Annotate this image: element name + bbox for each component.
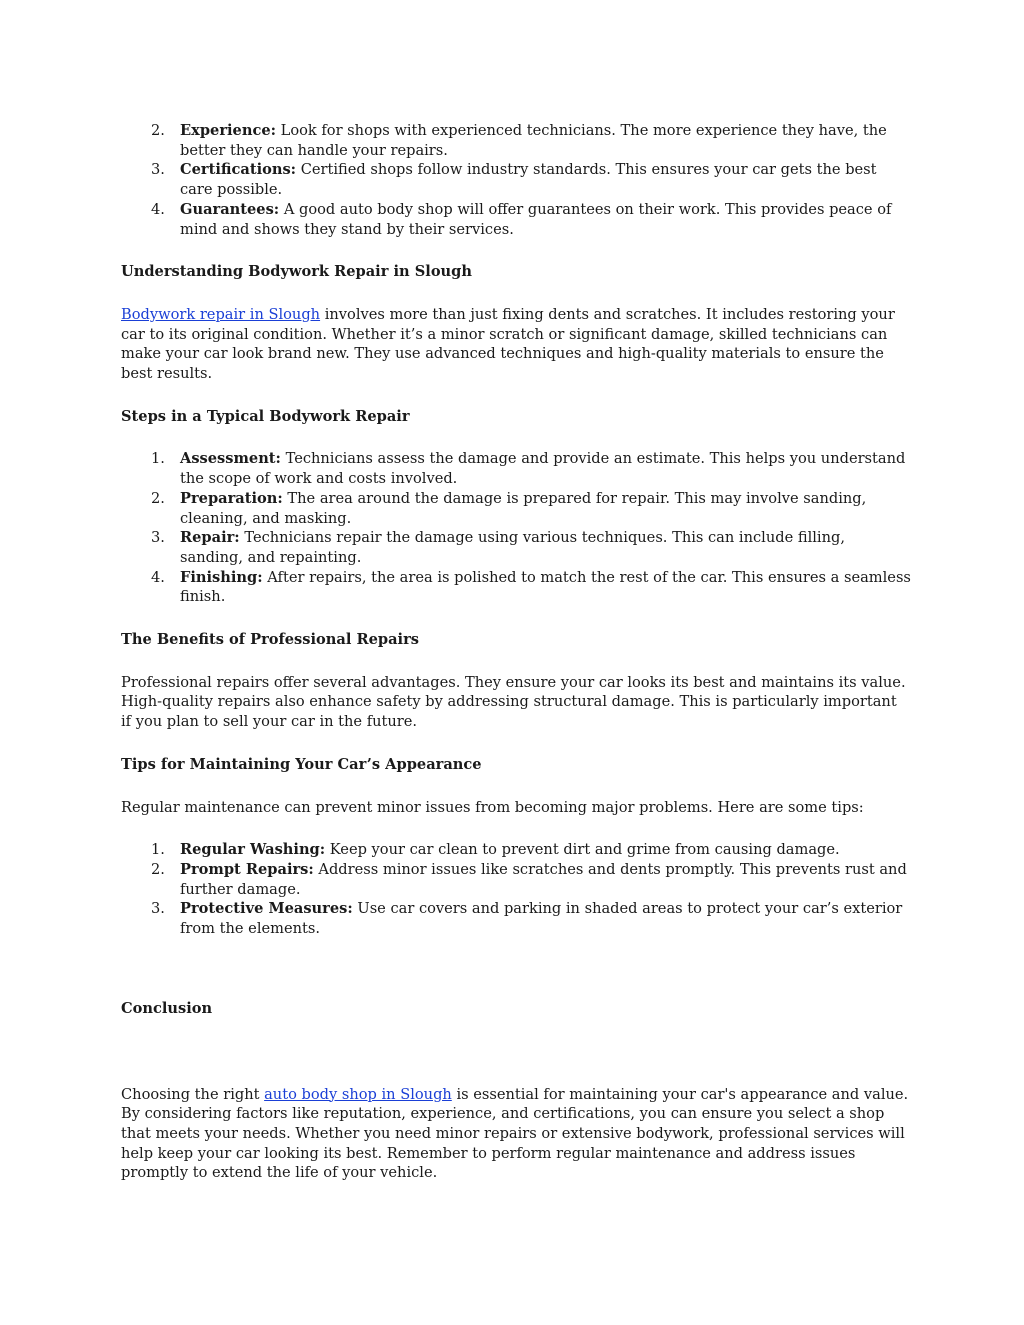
list-item (121, 489, 911, 528)
list-text: Technicians assess the damage and provide an estimate. This helps you understand the scope of work and costs involved. (180, 450, 906, 488)
list-term: Experience: (180, 122, 276, 139)
list-number: 4. (151, 200, 165, 218)
list-item (121, 160, 911, 199)
list-number: 3. (151, 161, 165, 179)
conclusion-paragraph (121, 1085, 911, 1184)
list-number: 3. (151, 900, 165, 918)
list-term: Regular Washing: (180, 841, 326, 859)
list-text: A good auto body shop will offer guarantees on their work. This provides peace of mind and shows they stand by their services. (180, 200, 892, 238)
list-item (121, 528, 911, 567)
list-text: Technicians repair the damage using various techniques. This can include filling, sanding, and repainting. (180, 529, 845, 566)
list-number: 4. (151, 568, 165, 586)
conclusion-heading: Conclusion (121, 999, 213, 1017)
benefits-heading: The Benefits of Professional Repairs (121, 631, 419, 649)
bodywork-text: involves more than just fixing dents and scratches. It includes restoring your car to its original condition. Whether it’s a minor scratch or significant damage, skilled technicians can make your car look brand new. They use advanced techniques and high-quality materials to ensure the best results. (121, 305, 895, 383)
factors-list (121, 121, 911, 239)
list-term: Guarantees: (180, 200, 280, 218)
list-item (121, 860, 911, 899)
list-term: Assessment: (180, 450, 281, 468)
list-number: 2. (151, 489, 165, 507)
list-item (121, 899, 911, 938)
list-term: Preparation: (180, 489, 283, 507)
tips-intro: Regular maintenance can prevent minor issues from becoming major problems. Here are some tips: (121, 798, 864, 816)
list-number: 2. (151, 122, 165, 139)
list-term: Protective Measures: (180, 900, 353, 918)
conclusion-text-before: Choosing the right (121, 1085, 265, 1103)
list-number: 1. (151, 450, 165, 468)
bodywork-heading: Understanding Bodywork Repair in Slough (121, 263, 472, 281)
benefits-paragraph: Professional repairs offer several advantages. They ensure your car looks its best and maintains its value. High-quality repairs also enhance safety by addressing structural damage. This is particularly important if you plan to sell your car in the future. (121, 673, 906, 731)
list-text: Use car covers and parking in shaded areas to protect your car’s exterior from the elements. (180, 900, 903, 938)
list-item (121, 449, 911, 488)
list-text: Keep your car clean to prevent dirt and grime from causing damage. (325, 841, 840, 859)
list-text: Look for shops with experienced technicians. The more experience they have, the better they can handle your repairs. (180, 122, 887, 159)
list-item (121, 121, 911, 160)
list-item (121, 200, 911, 239)
list-text: Certified shops follow industry standards. This ensures your car gets the best care possible. (180, 161, 877, 199)
tips-heading: Tips for Maintaining Your Car’s Appearance (121, 755, 482, 773)
bodywork-paragraph (121, 305, 911, 384)
list-number: 2. (151, 860, 165, 878)
list-number: 3. (151, 529, 165, 547)
steps-heading: Steps in a Typical Bodywork Repair (121, 407, 410, 425)
list-text: Address minor issues like scratches and dents promptly. This prevents rust and further damage. (180, 860, 907, 898)
list-term: Repair: (180, 529, 240, 547)
auto-body-shop-link[interactable]: auto body shop in Slough (264, 1085, 452, 1103)
list-item (121, 568, 911, 607)
list-term: Prompt Repairs: (180, 860, 314, 878)
conclusion-text-after: is essential for maintaining your car's appearance and value. By considering factors like reputation, experience, and certifications, you can ensure you select a shop that meets your needs. Whether you need minor repairs or extensive bodywork, professional services will help keep your car looking its best. Remember to perform regular maintenance and address issues promptly to extend the life of your vehicle. (121, 1085, 909, 1182)
list-text: After repairs, the area is polished to match the rest of the car. This ensures a seamless finish. (180, 568, 911, 606)
list-term: Finishing: (180, 568, 263, 586)
list-number: 1. (151, 841, 165, 859)
document-page (121, 121, 911, 1183)
list-term: Certifications: (180, 161, 297, 179)
bodywork-repair-link[interactable]: Bodywork repair in Slough (121, 305, 321, 323)
list-text: The area around the damage is prepared for repair. This may involve sanding, cleaning, and masking. (180, 489, 867, 527)
steps-list (121, 449, 911, 607)
tips-list (121, 840, 911, 939)
list-item (121, 840, 911, 860)
